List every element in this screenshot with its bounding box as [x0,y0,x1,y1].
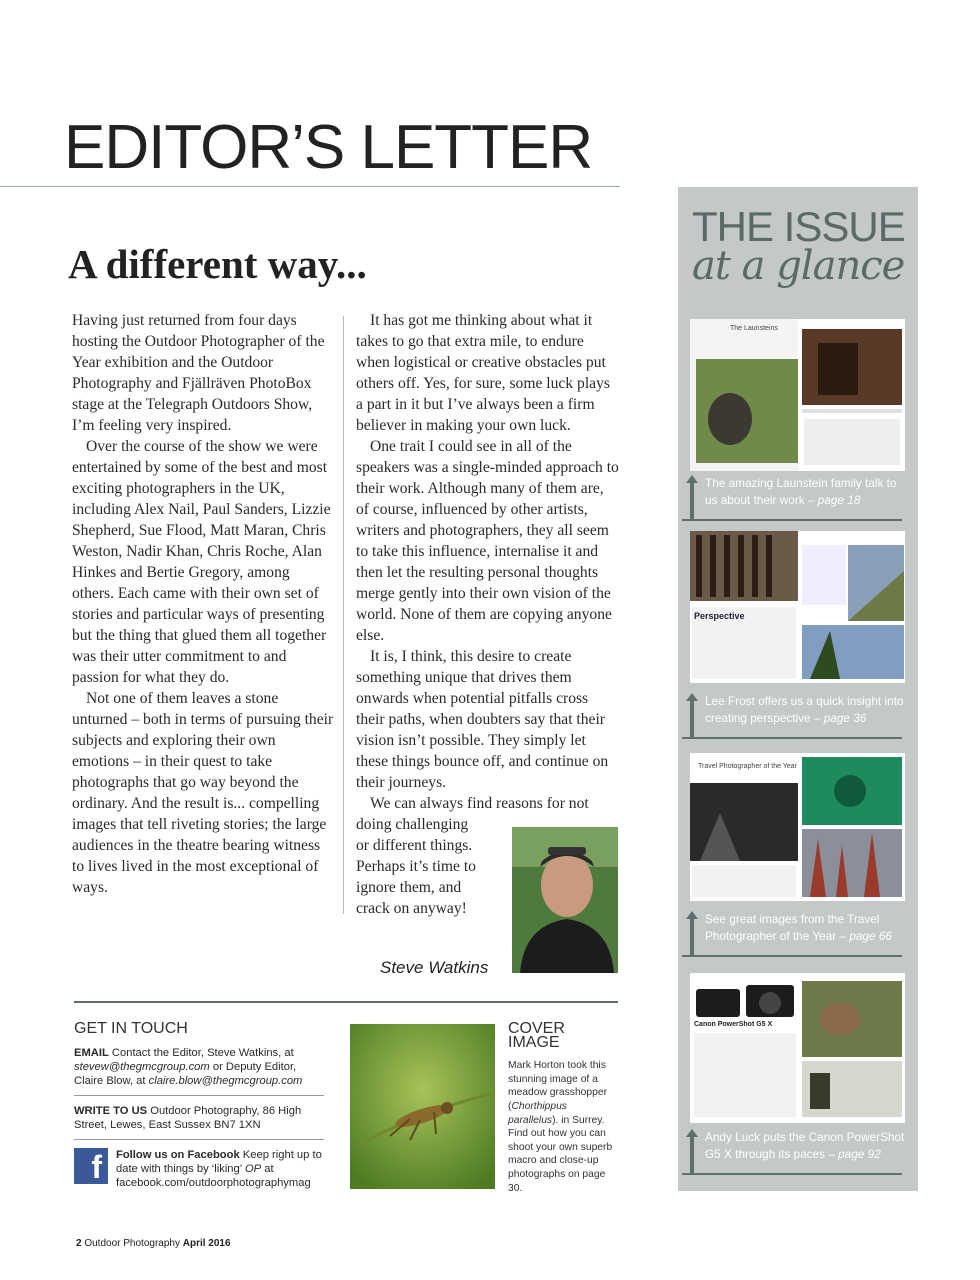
page-reference[interactable]: page 66 [849,928,892,943]
thumb-heading: The Launsteins [730,325,778,332]
preview-thumbnail-canon[interactable] [690,973,905,1123]
sidebar-subtitle: at a glance [692,243,905,289]
magazine-name: Outdoor Photography [81,1238,183,1249]
email-block [74,1046,324,1096]
paragraph: It is, I think, this desire to create something unique that drives them onwards when potential pitfalls cross their paths, when doubters say that their vision isn’t possible. They simply let these things bounce off, and continue on their journeys. [356,648,609,791]
email-text: or Deputy Editor, Claire Blow, at [74,1061,297,1087]
paragraph: Not one of them leaves a stone unturned – both in terms of pursuing their subjects and exploring their own emotions – in their quest to take photographs that go way beyond the ordinary. And the result is... compelling images that tell riveting stories; the large audiences in the theatre bearing witness to lives lived in the most exceptional of ways. [72,690,334,896]
deputy-email-link[interactable]: claire.blow@thegmcgroup.com [148,1075,303,1087]
facebook-copy: Keep right up to date with things by ‘liking’ [116,1149,322,1175]
preview-thumbnail-travel[interactable] [690,753,905,901]
cover-image-block [508,1022,620,1195]
caption-text [705,693,910,726]
preview-thumbnail-launsteins[interactable] [690,319,905,471]
facebook-icon[interactable] [74,1148,108,1184]
caption-rule [682,1173,902,1175]
postal-address: Outdoor Photography, 86 High Street, Lewes, East Sussex BN7 1XN [74,1105,302,1131]
text-line: crack on anyway! [356,900,467,917]
cover-text: ). in Surrey. Find out how you can shoot your own superb macro and close-up photographs on page 30. [508,1114,613,1194]
thumb-heading: Canon PowerShot G5 X [694,1021,773,1028]
text-line: Perhaps it’s time to [356,858,476,875]
preview-thumbnail-perspective[interactable] [690,531,905,683]
facebook-label: Follow us on Facebook [116,1149,240,1161]
page-reference[interactable]: page 92 [838,1146,881,1161]
issue-at-a-glance-sidebar [678,187,918,1191]
text-line: or different things. [356,837,473,854]
caption-rule [682,519,902,521]
body-column-1 [72,310,334,898]
email-label: EMAIL [74,1047,109,1059]
arrow-up-icon [686,475,698,521]
caption-text [705,475,910,508]
caption-text [705,1129,910,1162]
caption-text [705,911,910,944]
text-line: doing challenging [356,816,469,833]
editor-portrait [512,827,618,973]
issue-date: April 2016 [182,1238,231,1249]
facebook-url[interactable]: at facebook.com/outdoorphotographymag [116,1163,311,1189]
caption-copy: Lee Frost offers us a quick insight into creating perspective – [705,694,904,725]
write-block [74,1104,324,1140]
arrow-up-icon [686,911,698,957]
arrow-up-icon [686,1129,698,1175]
caption-copy: The amazing Launstein family talk to us about their work – [705,476,897,507]
page-number: 2 [76,1238,82,1249]
page-reference[interactable]: page 36 [823,710,867,725]
caption-rule [682,737,902,739]
get-in-touch-heading: GET IN TOUCH [74,1020,188,1037]
page-footer [76,1238,231,1249]
column-divider [343,316,344,914]
op-abbrev: OP [244,1163,262,1175]
paragraph: One trait I could see in all of the speakers was a single-minded approach to their work. Although many of them are, of course, influenced by other artists, writers and photographers, they all seem to take this influence, internalise it and then let the resulting personal thoughts merge gently into their own vision of the world. None of them are copying anyone else. [356,438,619,644]
editor-email-link[interactable]: stevew@thegmcgroup.com [74,1061,210,1073]
article-headline: A different way... [68,241,367,287]
section-divider [74,1001,618,1003]
page-title: EDITOR’S LETTER [64,113,593,182]
page-reference[interactable]: page 18 [817,492,861,507]
thumb-heading: Perspective [694,611,745,621]
cover-image-heading: COVER IMAGE [508,1020,565,1051]
email-text: Contact the Editor, Steve Watkins, at [108,1047,294,1059]
arrow-up-icon [686,693,698,739]
facebook-block [74,1148,324,1190]
paragraph: It has got me thinking about what it takes to go that extra mile, to endure when logistical or creative obstacles put others off. Yes, for sure, some luck plays a part in it but I’ve always been a firm believer in making your own luck. [356,312,610,434]
facebook-glyph: f [91,1149,102,1185]
write-label: WRITE TO US [74,1105,148,1117]
cover-grasshopper-image [350,1024,495,1189]
facebook-text [116,1148,324,1190]
thumb-heading: Travel Photographer of the Year [698,763,797,770]
paragraph: Having just returned from four days hosting the Outdoor Photographer of the Year exhibition and the Outdoor Photography and Fjällräven PhotoBox stage at the Telegraph Outdoors Show, I’m feeling very inspired. [72,312,325,434]
caption-rule [682,955,902,957]
title-divider [0,186,620,187]
sidebar-title: THE ISSUE [692,203,905,250]
get-in-touch [74,1022,324,1190]
species-name: Chorthippus parallelus [508,1100,567,1126]
cover-text: Mark Horton took this stunning image of a meadow grasshopper ( [508,1060,608,1112]
signature: Steve Watkins [380,958,489,977]
caption-copy: Andy Luck puts the Canon PowerShot G5 X through its paces – [705,1130,905,1161]
paragraph: Over the course of the show we were entertained by some of the best and most exciting photographers in the UK, including Alex Nail, Paul Sanders, Lizzie Shepherd, Sue Flood, Matt Maran, Chris Weston, Nadir Khan, Chris Roche, Alan Hinkes and Bertie Gregory, among others. Each came with their own set of stories and particular ways of presenting but the thing that glued them all together was their utter commitment to and passion for what they do. [72,438,331,686]
text-line: ignore them, and [356,879,462,896]
caption-copy: See great images from the Travel Photographer of the Year – [705,912,880,943]
text-line: We can always find reasons for not [370,795,589,812]
